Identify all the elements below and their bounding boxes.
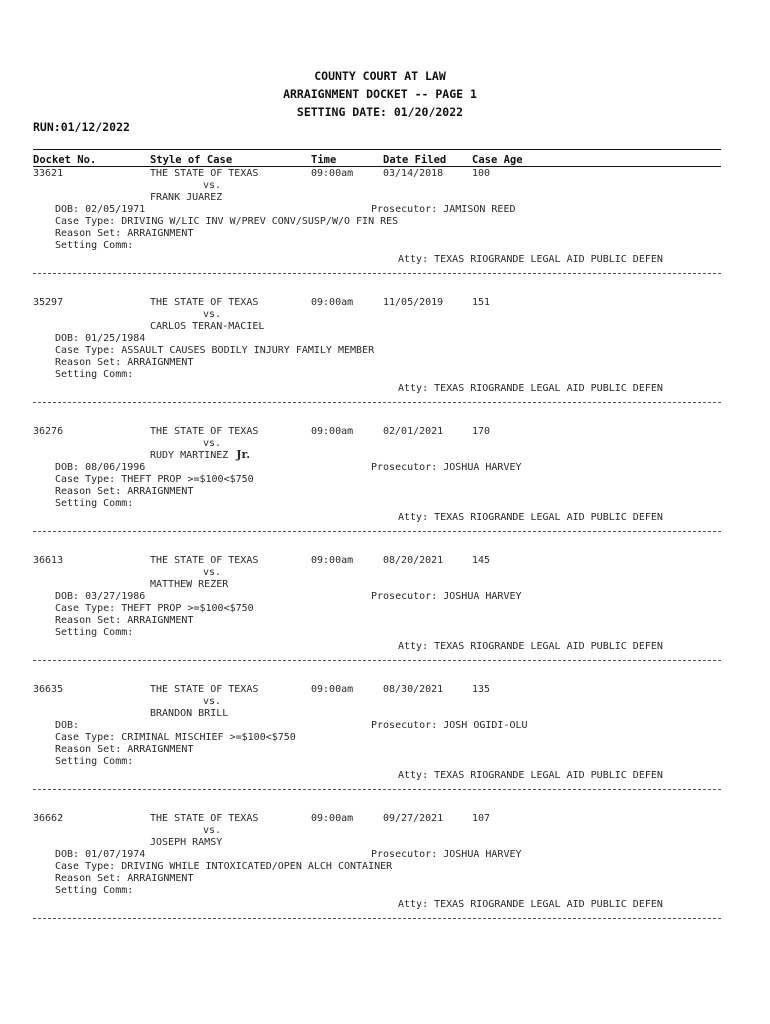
reason-set: Reason Set: ARRAIGNMENT	[55, 486, 194, 497]
col-time: Time	[311, 154, 337, 166]
plaintiff: THE STATE OF TEXAS	[150, 555, 259, 566]
date-filed: 08/30/2021	[383, 684, 444, 695]
setting-comm: Setting Comm:	[55, 627, 134, 638]
plaintiff: THE STATE OF TEXAS	[150, 684, 259, 695]
defendant: JOSEPH RAMSY	[150, 837, 223, 848]
setting-date: SETTING DATE: 01/20/2022	[296, 105, 464, 119]
defendant: BRANDON BRILL	[150, 708, 229, 719]
prosecutor: Prosecutor: JOSHUA HARVEY	[371, 849, 522, 860]
hearing-time: 09:00am	[311, 426, 354, 437]
date-of-birth: DOB: 03/27/1986	[55, 591, 146, 602]
attorney: Atty: TEXAS RIOGRANDE LEGAL AID PUBLIC DEFEN	[398, 254, 663, 265]
col-case-age: Case Age	[472, 154, 523, 166]
entry-separator	[33, 531, 721, 532]
setting-comm: Setting Comm:	[55, 756, 134, 767]
versus: vs.	[203, 309, 222, 320]
col-docket-no: Docket No.	[33, 154, 97, 166]
date-of-birth: DOB: 01/25/1984	[55, 333, 146, 344]
date-of-birth: DOB: 02/05/1971	[55, 204, 146, 215]
reason-set: Reason Set: ARRAIGNMENT	[55, 615, 194, 626]
col-style-of-case: Style of Case	[150, 154, 233, 166]
versus: vs.	[203, 180, 222, 191]
reason-set: Reason Set: ARRAIGNMENT	[55, 357, 194, 368]
header-rule-top	[33, 149, 721, 150]
docket-number: 35297	[33, 297, 64, 308]
run-date: RUN:01/12/2022	[33, 120, 130, 134]
case-type: Case Type: CRIMINAL MISCHIEF >=$100<$750	[55, 732, 296, 743]
setting-comm: Setting Comm:	[55, 885, 134, 896]
attorney: Atty: TEXAS RIOGRANDE LEGAL AID PUBLIC DEFEN	[398, 383, 663, 394]
case-age: 145	[472, 555, 491, 566]
date-of-birth: DOB: 08/06/1996	[55, 462, 146, 473]
header-rule-bottom	[33, 166, 721, 167]
attorney: Atty: TEXAS RIOGRANDE LEGAL AID PUBLIC DEFEN	[398, 899, 663, 910]
docket-number: 36662	[33, 813, 64, 824]
defendant: FRANK JUAREZ	[150, 192, 223, 203]
date-filed: 03/14/2018	[383, 168, 444, 179]
attorney: Atty: TEXAS RIOGRANDE LEGAL AID PUBLIC DEFEN	[398, 770, 663, 781]
date-filed: 02/01/2021	[383, 426, 444, 437]
setting-comm: Setting Comm:	[55, 369, 134, 380]
defendant: MATTHEW REZER	[150, 579, 229, 590]
versus: vs.	[203, 696, 222, 707]
prosecutor: Prosecutor: JOSH OGIDI-OLU	[371, 720, 528, 731]
setting-comm: Setting Comm:	[55, 498, 134, 509]
hearing-time: 09:00am	[311, 813, 354, 824]
attorney: Atty: TEXAS RIOGRANDE LEGAL AID PUBLIC DEFEN	[398, 512, 663, 523]
case-age: 151	[472, 297, 491, 308]
col-date-filed: Date Filed	[383, 154, 447, 166]
defendant-suffix: Jr.	[236, 448, 251, 461]
hearing-time: 09:00am	[311, 297, 354, 308]
entry-separator	[33, 918, 721, 919]
plaintiff: THE STATE OF TEXAS	[150, 426, 259, 437]
case-type: Case Type: THEFT PROP >=$100<$750	[55, 474, 254, 485]
reason-set: Reason Set: ARRAIGNMENT	[55, 873, 194, 884]
hearing-time: 09:00am	[311, 168, 354, 179]
case-type: Case Type: DRIVING W/LIC INV W/PREV CONV/SUSP/W/O FIN RES	[55, 216, 399, 227]
plaintiff: THE STATE OF TEXAS	[150, 168, 259, 179]
reason-set: Reason Set: ARRAIGNMENT	[55, 744, 194, 755]
versus: vs.	[203, 438, 222, 449]
date-of-birth: DOB: 01/07/1974	[55, 849, 146, 860]
case-age: 135	[472, 684, 491, 695]
case-age: 100	[472, 168, 491, 179]
entry-separator	[33, 273, 721, 274]
versus: vs.	[203, 825, 222, 836]
date-of-birth: DOB:	[55, 720, 80, 731]
case-age: 170	[472, 426, 491, 437]
date-filed: 08/20/2021	[383, 555, 444, 566]
docket-title: ARRAIGNMENT DOCKET -- PAGE 1	[283, 87, 477, 101]
prosecutor: Prosecutor: JOSHUA HARVEY	[371, 591, 522, 602]
date-filed: 11/05/2019	[383, 297, 444, 308]
case-age: 107	[472, 813, 491, 824]
court-name: COUNTY COURT AT LAW	[314, 69, 446, 83]
entry-separator	[33, 789, 721, 790]
case-type: Case Type: THEFT PROP >=$100<$750	[55, 603, 254, 614]
versus: vs.	[203, 567, 222, 578]
docket-number: 36635	[33, 684, 64, 695]
setting-comm: Setting Comm:	[55, 240, 134, 251]
attorney: Atty: TEXAS RIOGRANDE LEGAL AID PUBLIC DEFEN	[398, 641, 663, 652]
reason-set: Reason Set: ARRAIGNMENT	[55, 228, 194, 239]
case-type: Case Type: ASSAULT CAUSES BODILY INJURY FAMILY MEMBER	[55, 345, 375, 356]
plaintiff: THE STATE OF TEXAS	[150, 813, 259, 824]
entry-separator	[33, 402, 721, 403]
date-filed: 09/27/2021	[383, 813, 444, 824]
plaintiff: THE STATE OF TEXAS	[150, 297, 259, 308]
docket-number: 36613	[33, 555, 64, 566]
prosecutor: Prosecutor: JAMISON REED	[371, 204, 516, 215]
defendant: CARLOS TERAN-MACIEL	[150, 321, 265, 332]
prosecutor: Prosecutor: JOSHUA HARVEY	[371, 462, 522, 473]
entry-separator	[33, 660, 721, 661]
case-type: Case Type: DRIVING WHILE INTOXICATED/OPEN ALCH CONTAINER	[55, 861, 393, 872]
hearing-time: 09:00am	[311, 684, 354, 695]
docket-number: 36276	[33, 426, 64, 437]
docket-number: 33621	[33, 168, 64, 179]
hearing-time: 09:00am	[311, 555, 354, 566]
defendant: RUDY MARTINEZ	[150, 450, 229, 461]
